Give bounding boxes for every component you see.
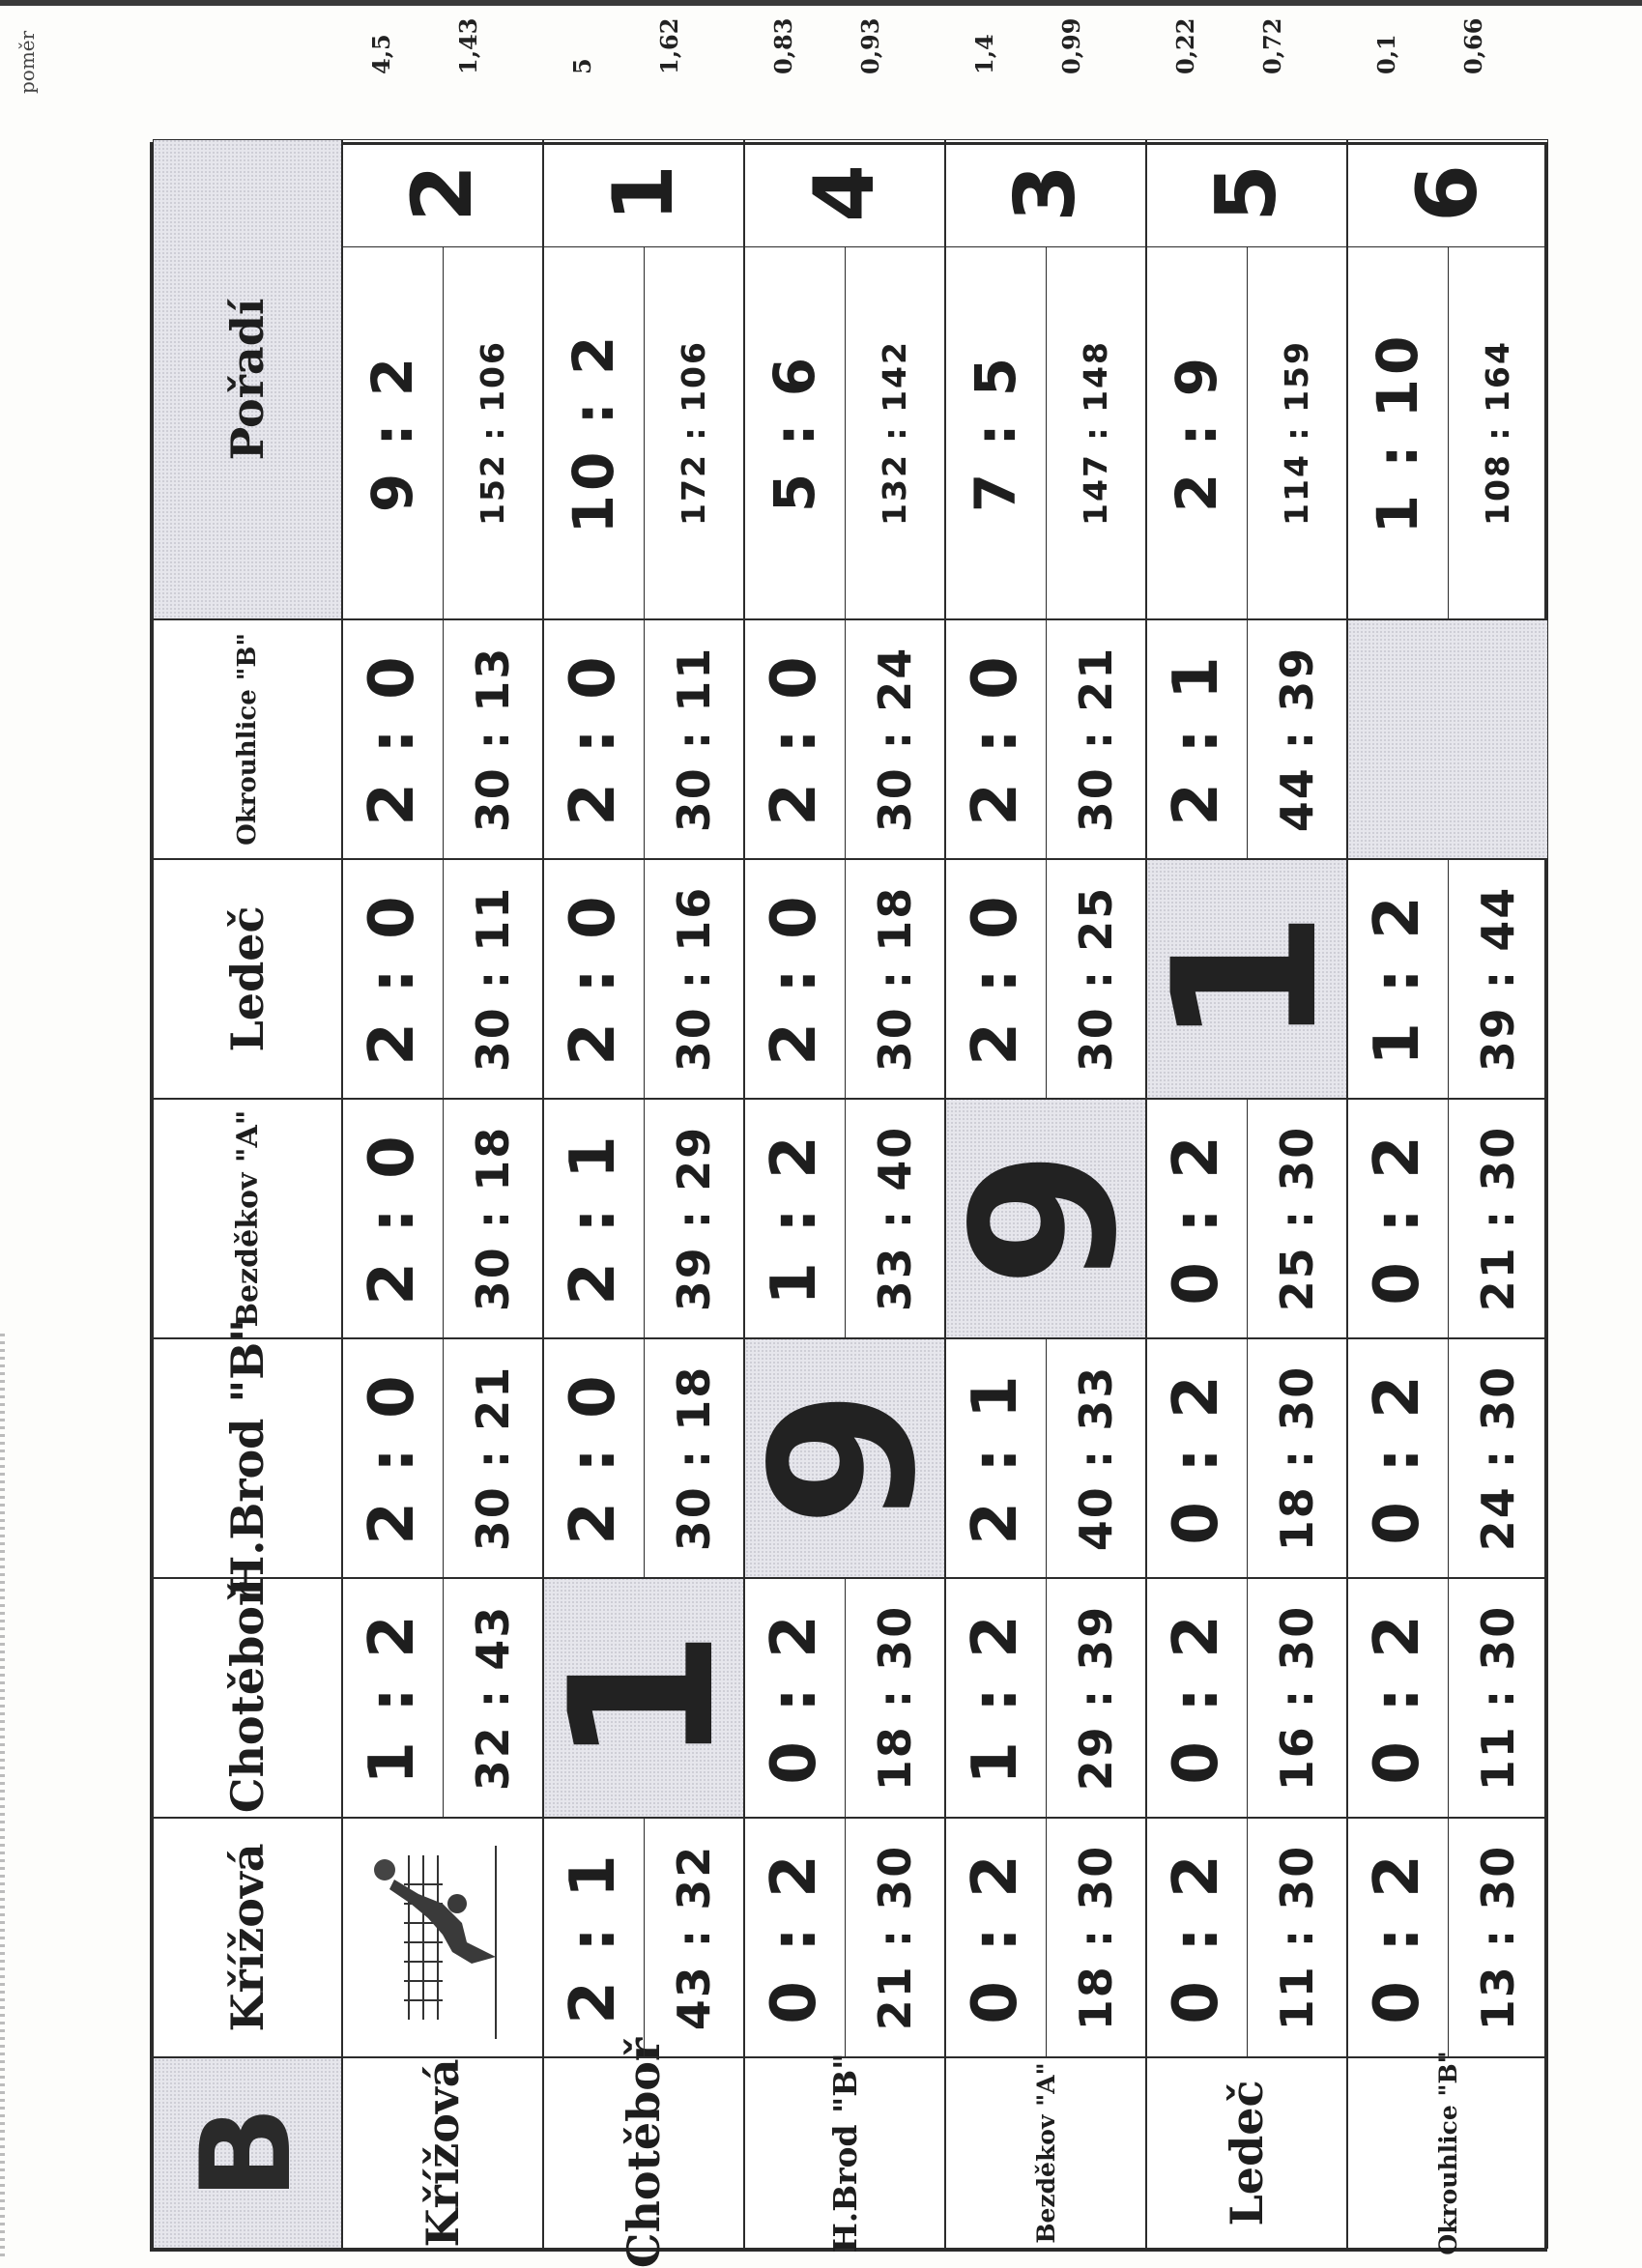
column-header-team: Křížová: [153, 1818, 342, 2057]
diagonal-cell: [729, 1338, 960, 1578]
point-ratio: 0,66: [1459, 17, 1487, 74]
diagonal-cell: [1347, 619, 1548, 859]
match-sets: 2 : 0: [745, 860, 846, 1098]
row-header-team: Bezděkov "A": [945, 2057, 1146, 2249]
match-points: 16 : 30: [1270, 1604, 1323, 1792]
ranking-totals: [745, 246, 944, 618]
row-header-team: Ledeč: [1146, 2057, 1347, 2249]
match-points: 30 : 11: [667, 646, 720, 833]
match-sets: 2 : 0: [343, 1339, 444, 1577]
match-sets: 2 : 0: [745, 620, 846, 858]
match-sets: 0 : 2: [1348, 1339, 1449, 1577]
match-sets: 1 : 2: [745, 1100, 846, 1337]
set-ratio: 1,4: [970, 34, 998, 74]
match-points: 30 : 21: [1069, 646, 1122, 833]
standings-table: [150, 142, 1547, 2268]
match-points: 30 : 18: [667, 1364, 720, 1552]
match-result: [945, 859, 1146, 1099]
ranking-cell: [1146, 139, 1347, 619]
set-ratio: 0,83: [769, 17, 797, 74]
match-result: [342, 1338, 543, 1578]
ranking-place: 5: [1198, 164, 1295, 222]
ranking-points: 132 : 142: [876, 340, 914, 526]
set-ratio: 0,1: [1372, 34, 1400, 74]
ranking-cell: [543, 139, 744, 619]
group-letter: B: [175, 2106, 319, 2200]
match-points: 30 : 24: [868, 646, 921, 833]
match-sets: 2 : 0: [544, 620, 645, 858]
ranking-sets: 2 : 9: [1147, 247, 1248, 618]
ranking-points: 108 : 164: [1479, 340, 1517, 526]
match-sets: 2 : 0: [946, 620, 1047, 858]
match-points: 25 : 30: [1270, 1125, 1323, 1312]
ranking-totals: [1348, 246, 1547, 618]
match-points: 30 : 18: [466, 1125, 519, 1312]
ranking-totals: [946, 246, 1145, 618]
match-result: [1347, 859, 1548, 1099]
match-points: 33 : 40: [868, 1125, 921, 1312]
point-ratio: 0,72: [1258, 17, 1286, 74]
match-sets: 2 : 0: [544, 1339, 645, 1577]
match-points: 18 : 30: [868, 1604, 921, 1792]
diagonal-number: 1: [528, 1628, 759, 1767]
match-points: 18 : 30: [1069, 1844, 1122, 2031]
ranking-sets: 7 : 5: [946, 247, 1047, 618]
match-points: 29 : 39: [1069, 1604, 1122, 1792]
ranking-cell: [744, 139, 945, 619]
diagonal-cell: [1131, 859, 1362, 1099]
ranking-place: 6: [1399, 164, 1496, 222]
volleyball-player-icon: [351, 1826, 534, 2049]
diagonal-number: 9: [729, 1389, 960, 1528]
match-result: [342, 1578, 543, 1818]
row-header-team: Chotěboř: [543, 2057, 744, 2249]
match-points: 43 : 32: [667, 1844, 720, 2031]
match-sets: 0 : 2: [745, 1579, 846, 1817]
match-sets: 1 : 2: [946, 1579, 1047, 1817]
ratio-label: poměr: [15, 30, 39, 94]
match-sets: 1 : 2: [343, 1579, 444, 1817]
match-points: 18 : 30: [1270, 1364, 1323, 1552]
ranking-points: 147 : 148: [1077, 340, 1115, 526]
ranking-header: Pořadí: [153, 139, 342, 619]
column-header-team: Bezděkov "A": [153, 1099, 342, 1338]
match-sets: 0 : 2: [745, 1819, 846, 2056]
match-sets: 0 : 2: [1147, 1339, 1248, 1577]
match-points: 30 : 18: [868, 885, 921, 1073]
match-result: [342, 619, 543, 859]
match-points: 30 : 11: [466, 885, 519, 1073]
row-header-team: Okrouhlice "B": [1347, 2057, 1548, 2249]
match-sets: 0 : 2: [1348, 1819, 1449, 2056]
match-result: [543, 1338, 744, 1578]
diagonal-number: 1: [1131, 909, 1362, 1048]
ranking-place: 4: [796, 164, 893, 222]
match-points: 21 : 30: [1471, 1125, 1524, 1312]
match-result: [342, 859, 543, 1099]
diagonal-cell: [930, 1099, 1161, 1338]
group-corner: [153, 2057, 342, 2249]
match-sets: 2 : 0: [343, 860, 444, 1098]
match-sets: 2 : 0: [544, 860, 645, 1098]
match-sets: 0 : 2: [1348, 1579, 1449, 1817]
column-header-team: Okrouhlice "B": [153, 619, 342, 859]
match-result: [342, 1099, 543, 1338]
ranking-sets: 10 : 2: [544, 247, 645, 618]
ranking-cell: [342, 139, 543, 619]
match-sets: 2 : 0: [343, 1100, 444, 1337]
point-ratio: 0,99: [1057, 17, 1085, 74]
match-result: [1146, 1338, 1347, 1578]
ranking-place: 2: [394, 164, 491, 222]
match-sets: 2 : 1: [544, 1819, 645, 2056]
match-result: [945, 1818, 1146, 2057]
ranking-points: 152 : 106: [474, 340, 512, 526]
match-sets: 2 : 0: [343, 620, 444, 858]
column-header-team: H.Brod "B": [153, 1338, 342, 1578]
match-sets: 2 : 1: [946, 1339, 1047, 1577]
match-result: [1347, 1099, 1548, 1338]
match-result: [543, 1099, 744, 1338]
match-result: [744, 859, 945, 1099]
match-result: [1146, 1578, 1347, 1818]
match-result: [1347, 1578, 1548, 1818]
ranking-sets: 9 : 2: [343, 247, 444, 618]
match-points: 30 : 25: [1069, 885, 1122, 1073]
point-ratio: 1,43: [454, 17, 482, 74]
match-sets: 0 : 2: [1147, 1100, 1248, 1337]
ranking-sets: 1 : 10: [1348, 247, 1449, 618]
match-result: [744, 1818, 945, 2057]
match-result: [543, 619, 744, 859]
match-points: 44 : 39: [1270, 646, 1323, 833]
match-points: 11 : 30: [1471, 1604, 1524, 1792]
match-points: 39 : 44: [1471, 885, 1524, 1073]
match-sets: 0 : 2: [946, 1819, 1047, 2056]
match-points: 30 : 13: [466, 646, 519, 833]
ranking-place: 1: [595, 164, 692, 222]
match-result: [744, 1578, 945, 1818]
point-ratio: 1,62: [655, 17, 683, 74]
match-points: 39 : 29: [667, 1125, 720, 1312]
match-result: [1347, 1338, 1548, 1578]
match-result: [945, 1338, 1146, 1578]
ranking-totals: [1147, 246, 1346, 618]
match-points: 11 : 30: [1270, 1844, 1323, 2031]
match-sets: 1 : 2: [1348, 860, 1449, 1098]
point-ratio: 0,93: [856, 17, 884, 74]
match-sets: 2 : 1: [544, 1100, 645, 1337]
ranking-points: 114 : 159: [1278, 340, 1316, 526]
match-result: [744, 619, 945, 859]
match-result: [1146, 1099, 1347, 1338]
column-header-team: Chotěboř: [153, 1578, 342, 1818]
diagonal-cell: [528, 1578, 759, 1818]
set-ratio: 5: [568, 58, 596, 74]
match-result: [543, 859, 744, 1099]
set-ratio: 0,22: [1171, 17, 1199, 74]
row-header-team: H.Brod "B": [744, 2057, 945, 2249]
ranking-totals: [544, 246, 743, 618]
match-sets: 0 : 2: [1147, 1579, 1248, 1817]
set-ratio: 4,5: [367, 34, 395, 74]
match-result: [945, 619, 1146, 859]
match-result: [1146, 619, 1347, 859]
ranking-points: 172 : 106: [675, 340, 713, 526]
match-result: [1146, 1818, 1347, 2057]
match-result: [543, 1818, 744, 2057]
match-result: [945, 1578, 1146, 1818]
volleyball-illustration: [342, 1818, 543, 2057]
match-points: 40 : 33: [1069, 1364, 1122, 1552]
match-points: 24 : 30: [1471, 1364, 1524, 1552]
column-header-team: Ledeč: [153, 859, 342, 1099]
match-sets: 0 : 2: [1147, 1819, 1248, 2056]
match-points: 32 : 43: [466, 1604, 519, 1792]
match-sets: 2 : 0: [946, 860, 1047, 1098]
ranking-place: 3: [997, 164, 1094, 222]
row-header-team: Křížová: [342, 2057, 543, 2249]
ranking-cell: [945, 139, 1146, 619]
match-sets: 2 : 1: [1147, 620, 1248, 858]
match-points: 30 : 21: [466, 1364, 519, 1552]
ranking-totals: [343, 246, 542, 618]
match-points: 21 : 30: [868, 1844, 921, 2031]
match-result: [744, 1099, 945, 1338]
match-points: 13 : 30: [1471, 1844, 1524, 2031]
match-points: 30 : 16: [667, 885, 720, 1073]
match-result: [1347, 1818, 1548, 2057]
ranking-sets: 5 : 6: [745, 247, 846, 618]
ranking-cell: [1347, 139, 1548, 619]
diagonal-number: 9: [930, 1149, 1161, 1288]
match-sets: 0 : 2: [1348, 1100, 1449, 1337]
